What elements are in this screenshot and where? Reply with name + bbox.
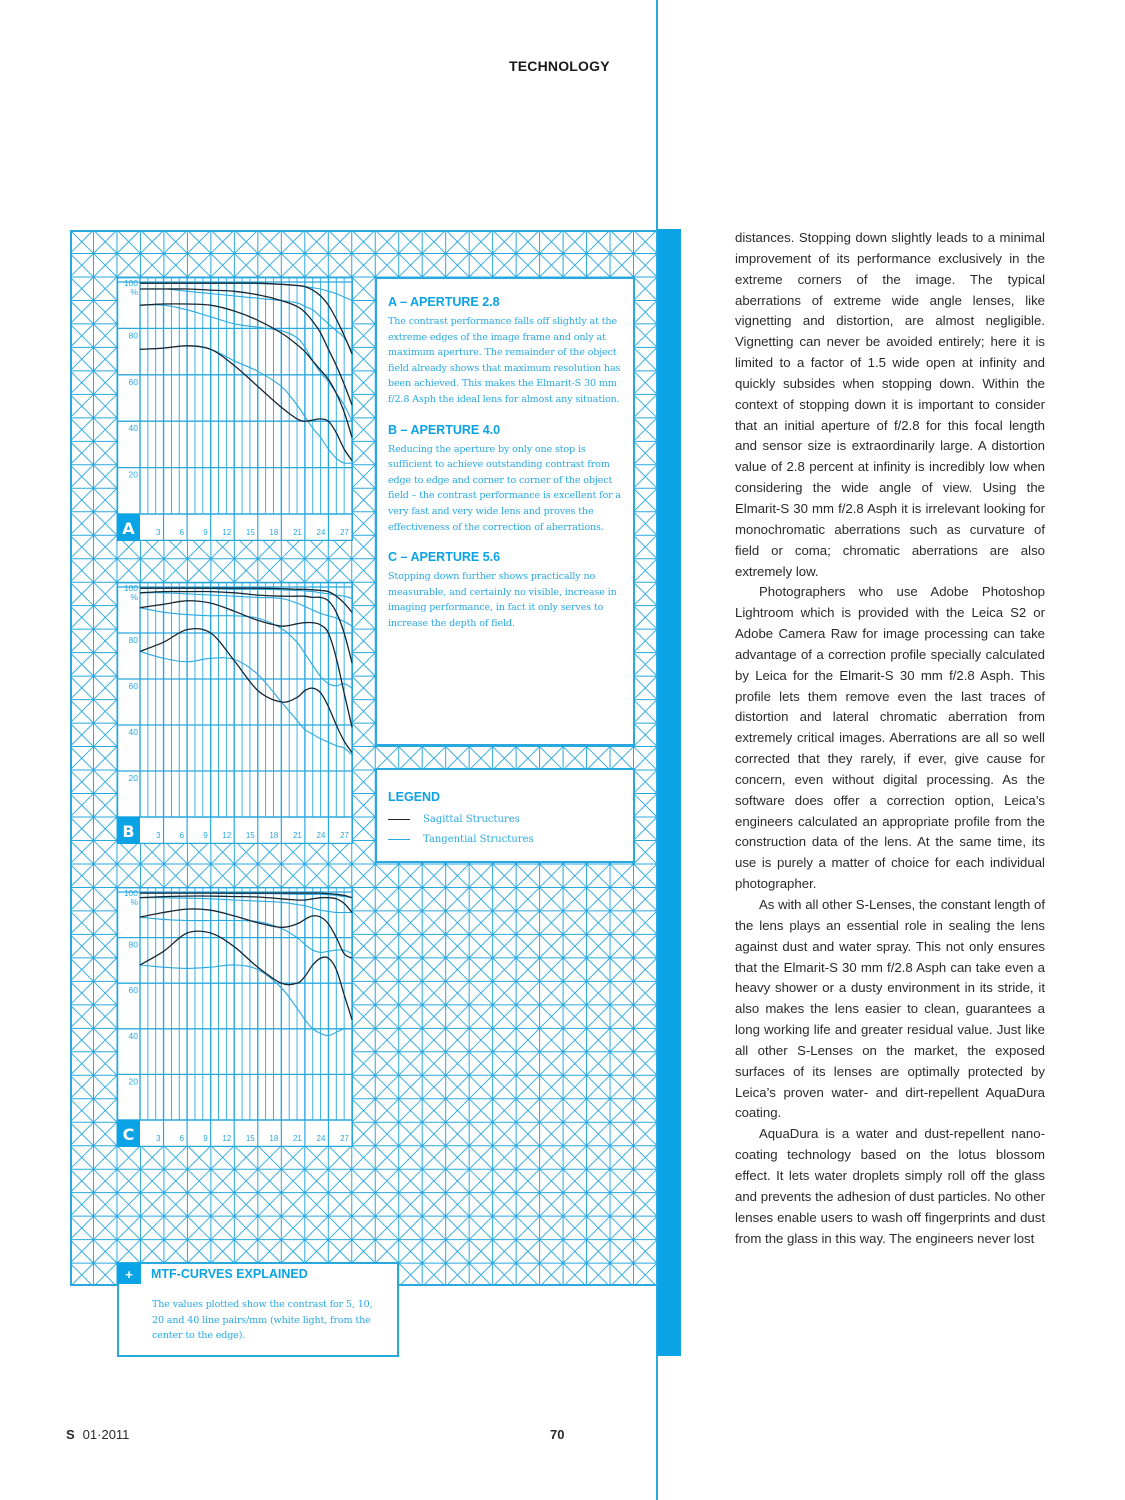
- x-tick-label: 27: [340, 831, 349, 840]
- mtf-chart-a: [117, 277, 353, 541]
- sagittal-line-swatch: [388, 819, 410, 820]
- y-tick-label: 80: [128, 330, 138, 341]
- mtf-explained-body: [117, 1284, 399, 1357]
- section-label: TECHNOLOGY: [509, 58, 610, 74]
- article-paragraph: AquaDura is a water and dust-repellent nano-coating technology based on the lotus blossom effect. It lets water droplets simply roll off the glass and prevents the adhesion of dust particles. No other lenses enable users to wash off fingerprints and dust from the glass in this way. The engineers never lost: [735, 1126, 1045, 1246]
- chart-background: [117, 277, 353, 541]
- y-tick-label: 80: [128, 939, 138, 950]
- x-tick-label: 3: [156, 528, 161, 537]
- y-tick-label: 100: [123, 278, 138, 288]
- chart-letter: C: [122, 1125, 135, 1144]
- chart-background: [117, 582, 353, 844]
- x-tick-label: 24: [316, 1134, 326, 1143]
- mtf-chart-b: [117, 582, 353, 844]
- aperture-b-text: Reducing the aperture by only one stop is sufficient to achieve outstanding contrast from edge to edge and corner to corner of the object field – the contrast performance is excellent for a very fast and very wide lens and proves the effectiveness of the correction of aberrations.: [388, 443, 622, 533]
- y-unit-label: %: [130, 897, 138, 907]
- y-tick-label: 20: [128, 469, 138, 480]
- x-tick-label: 12: [222, 1134, 232, 1143]
- aperture-b-section: [388, 423, 621, 536]
- y-tick-label: 40: [128, 423, 138, 434]
- y-tick-label: 60: [128, 681, 138, 691]
- x-tick-label: 27: [340, 1134, 349, 1143]
- mtf-chart-c: [117, 887, 353, 1147]
- x-tick-label: 24: [316, 528, 326, 537]
- y-tick-label: 60: [128, 376, 138, 387]
- legend-item-sagittal: [388, 809, 621, 829]
- article-paragraph: distances. Stopping down slightly leads to a minimal improvement of its performance exclusively in the extreme corners of the image. The typical aberrations of extreme wide angle lenses, like vignetting and distortion, are almost negligible. Vignetting can never be avoided entirely; here it is limited to a factor of 1.5 wide open at infinity and quickly subsides when stopping down. Within the context of stopping down it is important to consider that an initial aperture of f/2.8 for this focal length and sensor size is extraordinarily large. A distortion value of 2.8 percent at infinity is incredibly low when considering the wide angle of view. Using the Elmarit-S 30 mm f/2.8 Asph it is irrelevant looking for monochromatic aberrations such as curvature of field or coma; chromatic aberrations are also extremely low.: [735, 230, 1045, 579]
- x-tick-label: 12: [222, 528, 232, 537]
- chart-background: [117, 887, 353, 1147]
- x-tick-label: 18: [269, 1134, 279, 1143]
- x-tick-label: 6: [179, 831, 185, 840]
- aperture-a-heading: A – APERTURE 2.8: [388, 295, 500, 309]
- aperture-b-heading: B – APERTURE 4.0: [388, 422, 501, 437]
- aperture-c-text: Stopping down further shows practically no measurable, and certainly no visible, increase in imaging performance, in fact it only serves to increase the depth of field.: [388, 571, 617, 629]
- legend-title: LEGEND: [388, 790, 441, 804]
- y-tick-label: 100: [123, 583, 138, 593]
- x-tick-label: 3: [156, 831, 161, 840]
- x-tick-label: 3: [156, 1134, 161, 1143]
- y-tick-label: 20: [128, 1076, 138, 1087]
- x-tick-label: 9: [203, 528, 208, 537]
- mtf-explained-title: MTF-CURVES EXPLAINED: [151, 1267, 308, 1281]
- x-tick-label: 24: [316, 831, 326, 840]
- y-tick-label: 40: [128, 727, 138, 737]
- x-tick-label: 18: [269, 528, 279, 537]
- mtf-explained-header: [117, 1262, 399, 1286]
- legend-box: [375, 768, 635, 863]
- x-tick-label: 15: [245, 1134, 255, 1143]
- issue-number: 01·2011: [82, 1427, 130, 1442]
- x-tick-label: 21: [292, 831, 302, 840]
- y-tick-label: 20: [128, 773, 138, 783]
- y-tick-label: 100: [123, 888, 138, 898]
- article-body: [735, 228, 1045, 1249]
- y-tick-label: 40: [128, 1030, 138, 1041]
- aperture-a-section: [388, 295, 621, 408]
- x-tick-label: 21: [292, 528, 302, 537]
- x-tick-label: 12: [222, 831, 232, 840]
- x-tick-label: 9: [203, 1134, 208, 1143]
- x-tick-label: 15: [245, 831, 255, 840]
- legend-item-tangential: [388, 829, 621, 849]
- x-tick-label: 27: [340, 528, 349, 537]
- footer-issue-info: [66, 1427, 129, 1442]
- plus-icon: +: [117, 1263, 141, 1285]
- magazine-logo: S: [66, 1427, 75, 1442]
- x-tick-label: 6: [179, 528, 185, 537]
- y-unit-label: %: [130, 287, 138, 297]
- mtf-explained-text: The values plotted show the contrast for 5, 10, 20 and 40 line pairs/mm (white light, from the center to the edge).: [152, 1299, 373, 1341]
- aperture-c-heading: C – APERTURE 5.6: [388, 550, 501, 565]
- page-number: 70: [550, 1427, 565, 1442]
- x-tick-label: 21: [292, 1134, 302, 1143]
- article-paragraph: As with all other S-Lenses, the constant length of the lens plays an essential role in sealing the lens against dust and water spray. This not only ensures that the Elmarit-S 30 mm f/2.8 Asph can take even a heavy shower or a dusty environment in its stride, it also makes the lens easier to clean, guarantees a long working life and greater residual value. Just like all other S-Lenses on the market, the exposed surfaces of its lenses are optimally protected by Leica’s proven water- and dirt-repellent AquaDura coating.: [735, 897, 1045, 1121]
- chart-letter: B: [122, 822, 135, 841]
- accent-bar: [657, 229, 681, 1356]
- legend-label-sagittal: Sagittal Structures: [423, 813, 520, 825]
- x-tick-label: 6: [179, 1134, 185, 1143]
- aperture-description-box: [375, 277, 635, 746]
- x-tick-label: 15: [245, 528, 255, 537]
- y-tick-label: 80: [128, 635, 138, 645]
- legend-label-tangential: Tangential Structures: [423, 833, 534, 845]
- aperture-c-section: [388, 550, 621, 631]
- aperture-a-text: The contrast performance falls off slightly at the extreme edges of the image frame and only at maximum aperture. The remainder of the object field already shows that maximum resolution has been achieved. This makes the Elmarit-S 30 mm f/2.8 Asph the ideal lens for almost any situation.: [388, 316, 621, 405]
- tangential-line-swatch: [388, 839, 410, 840]
- chart-letter: A: [122, 519, 135, 538]
- y-unit-label: %: [130, 592, 138, 602]
- article-paragraph: Photographers who use Adobe Photoshop Lightroom which is provided with the Leica S2 or Adobe Camera Raw for image processing can take advantage of a correction profile specially calculated by Leica for the Elmarit-S 30 mm f/2.8 Asph. This profile lets them remove even the last traces of distortion and lateral chromatic aberration from extremely critical images. Aberrations are all so well corrected that they rarely, if ever, give cause for concern, even without digital processing. As the software does offer a correction option, Leica’s engineers calculated an appropriate profile from the construction data of the lens. At the same time, its use is purely a matter of choice for each individual photographer.: [735, 584, 1045, 892]
- x-tick-label: 9: [203, 831, 208, 840]
- y-tick-label: 60: [128, 985, 138, 996]
- x-tick-label: 18: [269, 831, 279, 840]
